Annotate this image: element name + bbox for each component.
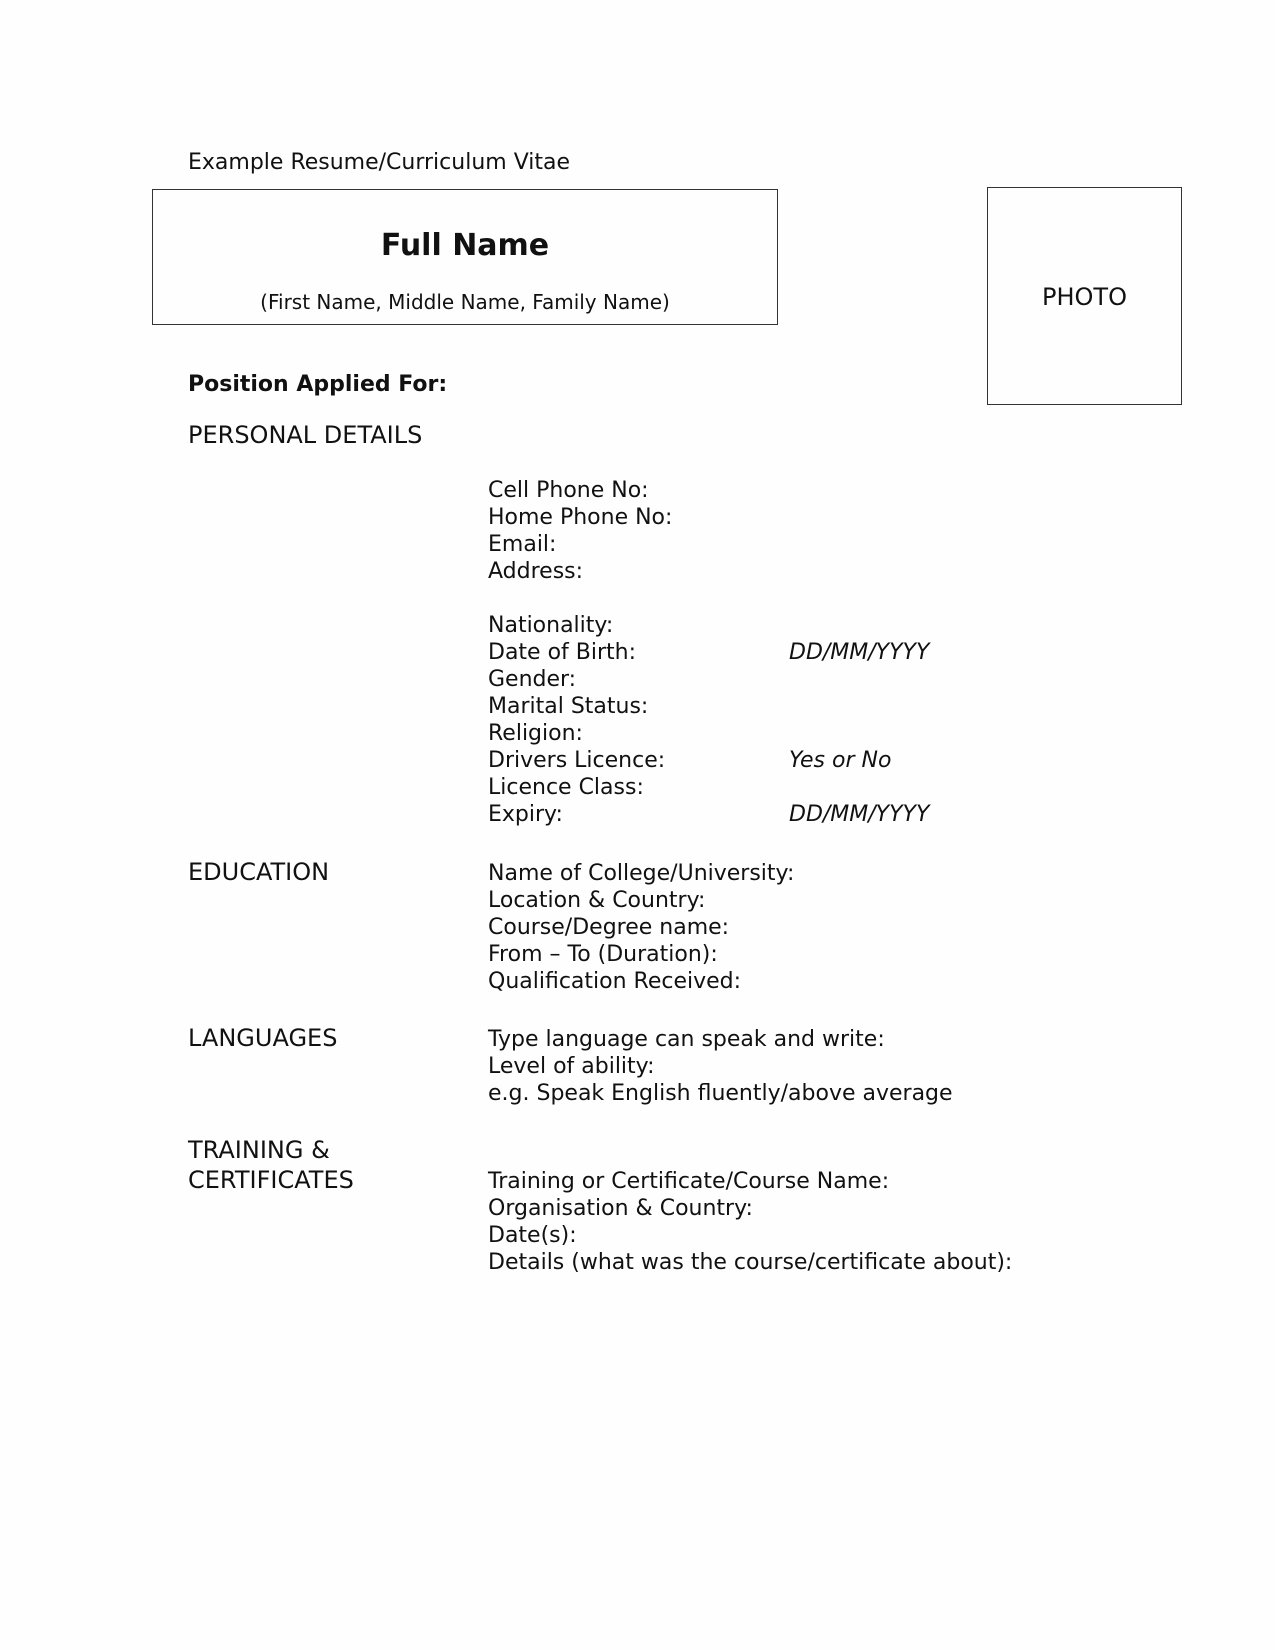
field-language-type: Type language can speak and write:	[488, 1027, 885, 1052]
field-college: Name of College/University:	[488, 861, 795, 886]
name-format-hint: (First Name, Middle Name, Family Name)	[260, 290, 670, 314]
field-religion: Religion:	[488, 721, 583, 746]
field-cell-phone: Cell Phone No:	[488, 478, 649, 503]
document-title: Example Resume/Curriculum Vitae	[188, 150, 571, 175]
field-training-details: Details (what was the course/certificate about):	[488, 1250, 1013, 1275]
field-level-ability: Level of ability:	[488, 1054, 655, 1079]
field-address: Address:	[488, 559, 584, 584]
full-name: Full Name	[380, 228, 550, 263]
field-expiry: Expiry:	[488, 802, 563, 827]
field-nationality: Nationality:	[488, 613, 614, 638]
position-applied-label: Position Applied For:	[188, 372, 448, 397]
field-gender: Gender:	[488, 667, 577, 692]
full-name-box	[152, 189, 778, 325]
field-language-example: e.g. Speak English fluently/above average	[488, 1081, 953, 1106]
field-licence-class: Licence Class:	[488, 775, 644, 800]
value-date-of-birth: DD/MM/YYYY	[789, 640, 930, 665]
field-email: Email:	[488, 532, 557, 557]
value-expiry: DD/MM/YYYY	[789, 802, 930, 827]
field-training-name: Training or Certificate/Course Name:	[488, 1169, 890, 1194]
field-location-country: Location & Country:	[488, 888, 706, 913]
section-heading-education: EDUCATION	[188, 858, 330, 886]
field-home-phone: Home Phone No:	[488, 505, 673, 530]
value-drivers-licence: Yes or No	[789, 748, 892, 773]
field-organisation-country: Organisation & Country:	[488, 1196, 753, 1221]
field-qualification: Qualification Received:	[488, 969, 742, 994]
section-heading-certificates: CERTIFICATES	[188, 1166, 354, 1194]
section-heading-training: TRAINING &	[188, 1136, 330, 1164]
section-heading-personal: PERSONAL DETAILS	[188, 421, 423, 449]
field-course-degree: Course/Degree name:	[488, 915, 730, 940]
photo-label: PHOTO	[1042, 283, 1127, 311]
section-heading-languages: LANGUAGES	[188, 1024, 338, 1052]
field-marital-status: Marital Status:	[488, 694, 649, 719]
field-drivers-licence: Drivers Licence:	[488, 748, 666, 773]
photo-placeholder	[987, 187, 1182, 405]
field-date-of-birth: Date of Birth:	[488, 640, 637, 665]
field-duration: From – To (Duration):	[488, 942, 718, 967]
field-training-dates: Date(s):	[488, 1223, 577, 1248]
